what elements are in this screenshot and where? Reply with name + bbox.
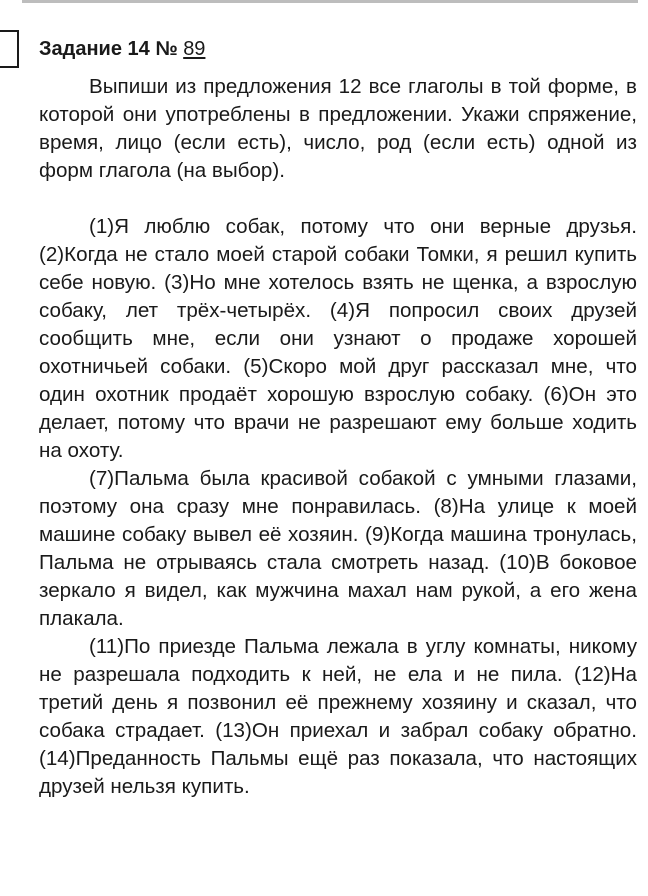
task-label: Задание 14 №	[39, 38, 184, 60]
text-paragraph-1: (1)Я люблю собак, потому что они верные друзья. (2)Когда не стало моей старой собаки Томки, я решил купить себе новую. (3)Но мне хотелось взять не щенка, а взрослую собаку, лет трёх-четырёх. (4)Я попросил своих друзей сообщить мне, если они узнают о продаже хорошей охотничьей собаки. (5)Скоро мой друг рассказал мне, что один охотник продаёт хорошую взрослую собаку. (6)Он это делает, потому что врачи не разрешают ему больше ходить на охоту.	[39, 215, 637, 462]
task-content	[39, 73, 637, 801]
task-title	[39, 36, 205, 62]
text-paragraph-3: (11)По приезде Пальма лежала в углу комнаты, никому не разрешала подходить к ней, не ела и не пила. (12)На третий день я позвонил её прежнему хозяину и сказал, что собака страдает. (13)Он приехал и забрал собаку обратно. (14)Преданность Пальмы ещё раз показала, что настоящих друзей нельзя купить.	[39, 635, 637, 798]
task-instruction: Выпиши из предложения 12 все глаголы в той форме, в которой они употреблены в предложении. Укажи спряжение, время, лицо (если есть), число, род (если есть) одной из форм глагола (на выбор).	[39, 75, 637, 182]
top-divider	[22, 0, 638, 3]
task-number-link[interactable]: 89	[183, 38, 206, 60]
task-checkbox[interactable]	[0, 30, 19, 68]
text-paragraph-2: (7)Пальма была красивой собакой с умными глазами, поэтому она сразу мне понравилась. (8)На улице к моей машине собаку вывел её хозяин. (9)Когда машина тронулась, Пальма не отрываясь стала смотреть назад. (10)В боковое зеркало я видел, как мужчина махал нам рукой, а его жена плакала.	[39, 467, 637, 630]
